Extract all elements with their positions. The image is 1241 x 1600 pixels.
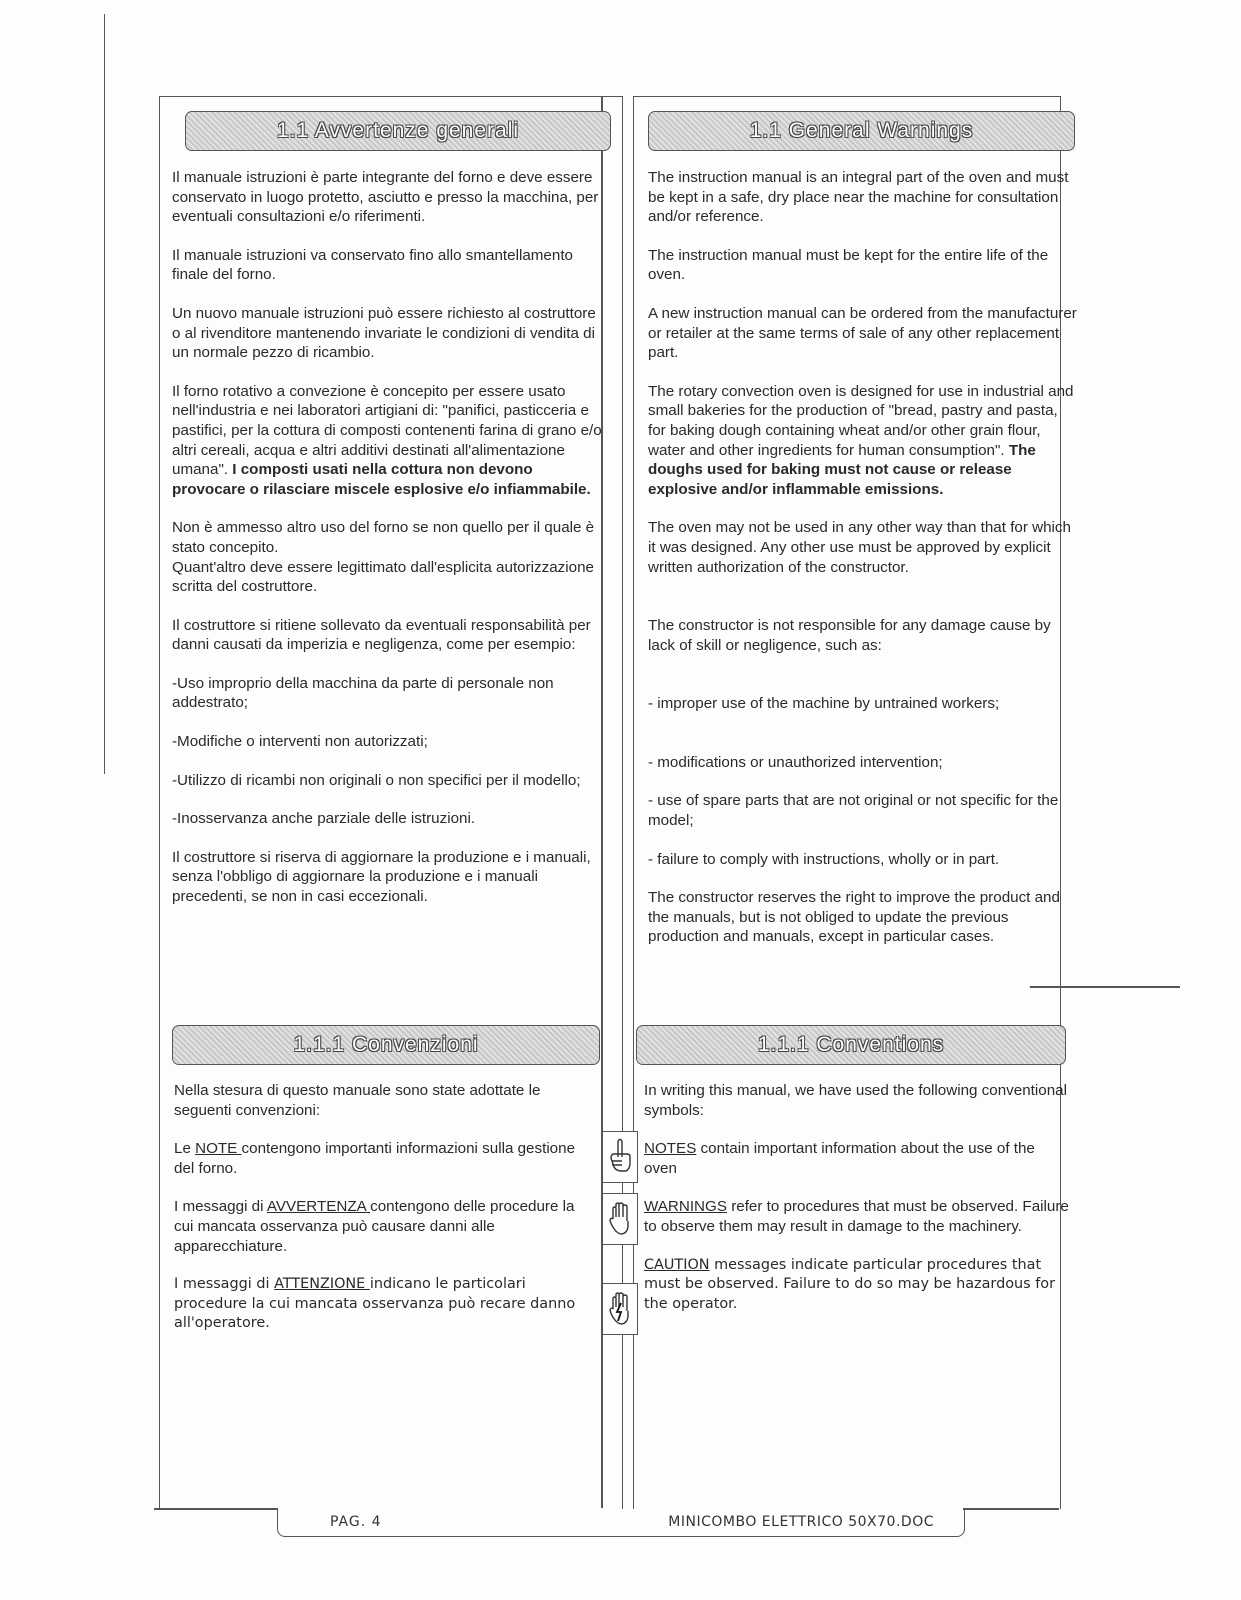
it-use-line: Non è ammesso altro uso del forno se non quello per il quale è stato concepito.	[172, 519, 595, 556]
en-column	[648, 168, 1078, 947]
en-caution-keyword: CAUTION	[644, 1256, 710, 1273]
page-footer	[277, 1508, 965, 1537]
it-responsibility: Il costruttore si ritiene sollevato da eventuali responsabilità per danni causati da imperizia e negligenza, come per esempio:	[172, 616, 591, 654]
en-bold-warning: The doughs used for baking must not cause or release explosive and/or inflammable emissions.	[648, 441, 1036, 498]
it-list-item: -Utilizzo di ricambi non originali o non specifici per il modello;	[172, 771, 581, 789]
bottom-rule-left	[154, 1508, 278, 1510]
en-note-text: NOTES contain important information about the use of the oven	[644, 1140, 1035, 1177]
it-warning-text: I messaggi di AVVERTENZA contengono delle procedure la cui mancata osservanza può causare danni alle apparecchiature.	[174, 1198, 575, 1255]
en-paragraph: A new instruction manual can be ordered from the manufacturer or retailer at the same terms of sale of any other replacement part.	[648, 304, 1077, 362]
it-paragraph: Un nuovo manuale istruzioni può essere richiesto al costruttore o al rivenditore mantenendo invariate le condizioni di vendita di un normale pezzo di ricambio.	[172, 304, 596, 362]
en-list-item: - failure to comply with instructions, wholly or in part.	[648, 850, 1000, 868]
en-paragraph: The instruction manual must be kept for the entire life of the oven.	[648, 246, 1049, 284]
raised-hand-icon	[602, 1193, 638, 1245]
en-list-item: - modifications or unauthorized intervention;	[648, 753, 943, 771]
margin-rule	[1030, 986, 1180, 988]
it-caution-keyword: ATTENZIONE	[274, 1276, 370, 1293]
it-list-item: -Inosservanza anche parziale delle istruzioni.	[172, 810, 476, 828]
en-list-item: - use of spare parts that are not original or not specific for the model;	[648, 792, 1059, 830]
margin-left-rule	[104, 14, 105, 774]
en-warning-keyword: WARNINGS	[644, 1198, 727, 1216]
it-paragraph: Il manuale istruzioni va conservato fino allo smantellamento finale del forno.	[172, 246, 573, 284]
it-note-text: Le NOTE contengono importanti informazioni sulla gestione del forno.	[174, 1140, 576, 1177]
en-reserve: The constructor reserves the right to improve the product and the manuals, but is not obliged to update the previous production and manuals, except in particular cases.	[648, 889, 1060, 946]
conventions-heading-it: 1.1.1 Convenzioni	[172, 1025, 600, 1065]
section-heading-it: 1.1 Avvertenze generali	[185, 111, 611, 151]
en-caution-text: CAUTION messages indicate particular procedures that must be observed. Failure to do so may be hazardous for the operator.	[644, 1256, 1055, 1312]
conventions-heading-en: 1.1.1 Conventions	[636, 1025, 1066, 1065]
en-use-text: The oven may not be used in any other way than that for which it was designed. Any other use must be approved by explicit written authorization of the constructor.	[648, 519, 1071, 576]
it-warning-keyword: AVVERTENZA	[266, 1198, 371, 1216]
en-conv-intro: In writing this manual, we have used the following conventional symbols:	[644, 1082, 1067, 1119]
it-paragraph: Il manuale istruzioni è parte integrante del forno e deve essere conservato in luogo protetto, asciutto e presso la macchina, per eventuali consultazioni e/o riferimenti.	[172, 169, 599, 226]
it-paragraph: Il forno rotativo a convezione è concepito per essere usato nell'industria e nei laboratori artigiani di: "panifici, pasticceria e pastifici, per la cottura di composti contenenti farina di grano e/o altri cereali, acqua e altri additivi destinati all'alimentazione umana". I composti usati nella cottura non devono provocare o rilasciare miscele esplosive e/o infiammabile.	[172, 382, 602, 498]
bottom-rule-right	[963, 1508, 1059, 1510]
it-reserve: Il costruttore si riserva di aggiornare la produzione e i manuali, senza l'obbligo di aggiornare la produzione e i manuali precedenti, se non in casi eccezionali.	[172, 848, 591, 906]
en-responsibility: The constructor is not responsible for any damage cause by lack of skill or negligence, such as:	[648, 617, 1051, 654]
it-conventions	[174, 1081, 584, 1334]
it-list-item: -Modifiche o interventi non autorizzati;	[172, 733, 428, 751]
it-conv-intro: Nella stesura di questo manuale sono state adottate le seguenti convenzioni:	[174, 1082, 541, 1119]
document-name: MINICOMBO ELETTRICO 50X70.DOC	[668, 1514, 934, 1530]
section-heading-en: 1.1 General Warnings	[648, 111, 1075, 151]
en-warning-text: WARNINGS refer to procedures that must be observed. Failure to observe them may result in damage to the machinery.	[644, 1198, 1069, 1235]
it-caution-text: I messaggi di ATTENZIONE indicano le particolari procedure la cui mancata osservanza può recare danno all'operatore.	[174, 1276, 576, 1332]
hand-lightning-icon	[602, 1283, 638, 1335]
it-bold-warning: I composti usati nella cottura non devono provocare o rilasciare miscele esplosive e/o infiammabile.	[172, 461, 591, 498]
pointing-hand-icon	[602, 1131, 638, 1183]
it-column	[172, 168, 602, 907]
en-note-keyword: NOTES	[644, 1140, 697, 1158]
en-list-item: - improper use of the machine by untrained workers;	[648, 695, 1000, 713]
en-conventions	[644, 1081, 1069, 1314]
it-use-line: Quant'altro deve essere legittimato dall'esplicita autorizzazione scritta del costruttore.	[172, 558, 594, 596]
it-list-item: -Uso improprio della macchina da parte di personale non addestrato;	[172, 674, 554, 712]
it-note-keyword: NOTE	[195, 1140, 242, 1158]
page-number: PAG. 4	[330, 1514, 382, 1530]
en-paragraph: The instruction manual is an integral part of the oven and must be kept in a safe, dry place near the machine for consultation and/or reference.	[648, 169, 1069, 226]
en-paragraph: The rotary convection oven is designed for use in industrial and small bakeries for the production of "bread, pastry and pasta, for baking dough containing wheat and/or other grain flour, water and other ingredients for human consumption". The doughs used for baking must not cause or release explosive and/or inflammable emissions.	[648, 382, 1074, 498]
